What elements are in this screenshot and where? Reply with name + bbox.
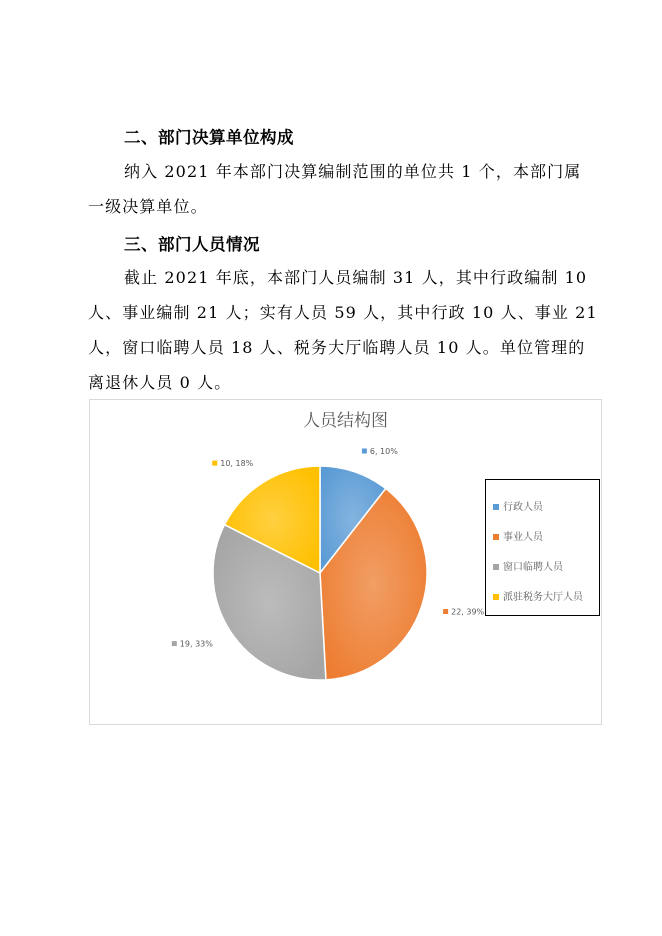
pie-chart bbox=[89, 399, 602, 725]
pie-data-label: 22, 39% bbox=[451, 607, 485, 617]
legend-label: 事业人员 bbox=[503, 532, 543, 543]
section-heading-unit-composition: 二、部门决算单位构成 bbox=[124, 128, 294, 147]
pie-data-label: 6, 10% bbox=[369, 446, 398, 456]
legend-item bbox=[493, 558, 563, 573]
pie-data-label: 19, 33% bbox=[179, 639, 213, 649]
pie-data-label-swatch bbox=[172, 641, 177, 646]
pie-data-label: 10, 18% bbox=[220, 459, 254, 469]
chart-legend bbox=[485, 479, 600, 616]
paragraph-line: 一级决算单位。 bbox=[88, 197, 208, 216]
legend-swatch bbox=[493, 534, 499, 540]
legend-swatch bbox=[493, 504, 499, 510]
paragraph-line: 离退休人员 0 人。 bbox=[88, 373, 232, 392]
paragraph-line: 纳入 2021 年本部门决算编制范围的单位共 1 个，本部门属 bbox=[124, 162, 582, 181]
legend-item bbox=[493, 498, 543, 513]
paragraph-line: 人，窗口临聘人员 18 人、税务大厅临聘人员 10 人。单位管理的 bbox=[88, 338, 586, 357]
legend-label: 行政人员 bbox=[503, 502, 543, 513]
legend-swatch bbox=[493, 564, 499, 570]
legend-swatch bbox=[493, 594, 499, 600]
legend-label: 派驻税务大厅人员 bbox=[503, 592, 583, 603]
pie-data-label-swatch bbox=[212, 461, 217, 466]
legend-item bbox=[493, 588, 583, 603]
section-heading-staff: 三、部门人员情况 bbox=[124, 235, 260, 254]
legend-item bbox=[493, 528, 543, 543]
pie-data-label-swatch bbox=[362, 448, 367, 453]
paragraph-line: 人、事业编制 21 人；实有人员 59 人，其中行政 10 人、事业 21 bbox=[88, 303, 598, 322]
pie-data-label-swatch bbox=[443, 609, 448, 614]
legend-label: 窗口临聘人员 bbox=[503, 562, 563, 573]
chart-title: 人员结构图 bbox=[303, 411, 388, 431]
paragraph-line: 截止 2021 年底，本部门人员编制 31 人，其中行政编制 10 bbox=[124, 268, 588, 287]
